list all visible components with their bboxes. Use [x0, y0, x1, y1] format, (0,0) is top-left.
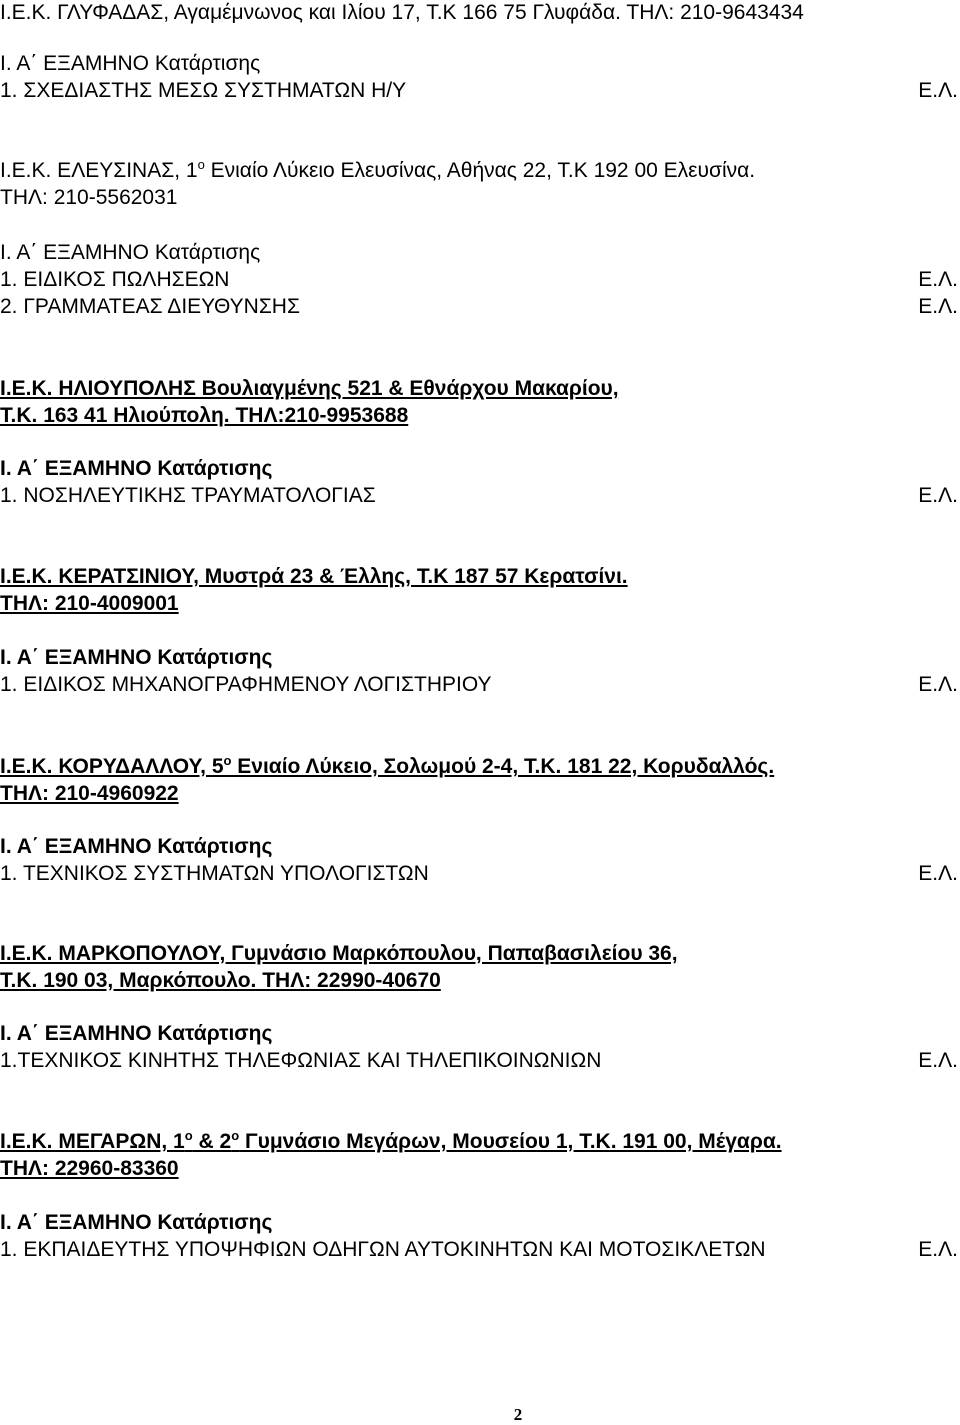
course-level: Ε.Λ. [918, 1049, 958, 1072]
school-header-glyfada: Ι.Ε.Κ. ΓΛΥΦΑΔΑΣ, Αγαμέμνωνος και Ιλίου 17, Τ.Κ 166 75 Γλυφάδα. ΤΗΛ: 210-9643434 [0, 1, 804, 24]
school-header-ilioupoli: Ι.Ε.Κ. ΗΛΙΟΥΠΟΛΗΣ Βουλιαγμένης 521 & Εθνάρχου Μακαρίου, [0, 377, 619, 400]
course-level: Ε.Λ. [918, 79, 958, 102]
school-header-markopoulo: Ι.Ε.Κ. ΜΑΡΚΟΠΟΥΛΟΥ, Γυμνάσιο Μαρκόπουλου, Παπαβασιλείου 36, [0, 942, 678, 965]
course-level: Ε.Λ. [918, 673, 958, 696]
semester-label: Ι. Α΄ ΕΞΑΜΗΝΟ Κατάρτισης [0, 646, 273, 669]
school-header-korydallos: Ι.Ε.Κ. ΚΟΡΥΔΑΛΛΟΥ, $5^o$ Ενιαίο Λύκειο, Σολωμού 2-4, Τ.Κ. 181 22, Κορυδαλλός. [0, 753, 775, 778]
page-number: 2 [513, 1405, 523, 1424]
course-item: 1. ΝΟΣΗΛΕΥΤΙΚΗΣ ΤΡΑΥΜΑΤΟΛΟΓΙΑΣ [0, 484, 376, 507]
course-item: 1. ΤΕΧΝΙΚΟΣ ΣΥΣΤΗΜΑΤΩΝ ΥΠΟΛΟΓΙΣΤΩΝ [0, 862, 429, 885]
semester-label: Ι. Α΄ ΕΞΑΜΗΝΟ Κατάρτισης [0, 457, 273, 480]
school-phone-ilioupoli: Τ.Κ. 163 41 Ηλιούπολη. ΤΗΛ:210-9953688 [0, 404, 409, 427]
semester-label: Ι. Α΄ ΕΞΑΜΗΝΟ Κατάρτισης [0, 52, 261, 75]
course-level: Ε.Λ. [918, 295, 958, 318]
school-header-keratsini: Ι.Ε.Κ. ΚΕΡΑΤΣΙΝΙΟΥ, Μυστρά 23 & Έλλης, Τ.Κ 187 57 Κερατσίνι. [0, 565, 628, 588]
school-phone-megara: ΤΗΛ: 22960-83360 [0, 1157, 179, 1180]
semester-label: Ι. Α΄ ΕΞΑΜΗΝΟ Κατάρτισης [0, 241, 261, 264]
course-item: 1. ΕΙΔΙΚΟΣ ΜΗΧΑΝΟΓΡΑΦΗΜΕΝΟΥ ΛΟΓΙΣΤΗΡΙΟΥ [0, 673, 492, 696]
school-header-elefsina: Ι.Ε.Κ. ΕΛΕΥΣΙΝΑΣ, $1^o$ Ενιαίο Λύκειο Ελευσίνας, Αθήνας 22, Τ.Κ 192 00 Ελευσίνα. [0, 157, 756, 182]
course-level: Ε.Λ. [918, 268, 958, 291]
course-item: 1. ΕΚΠΑΙΔΕΥΤΗΣ ΥΠΟΨΗΦΙΩΝ ΟΔΗΓΩΝ ΑΥΤΟΚΙΝΗΤΩΝ ΚΑΙ ΜΟΤΟΣΙΚΛΕΤΩΝ [0, 1238, 766, 1261]
school-phone-elefsina: ΤΗΛ: 210-5562031 [0, 186, 178, 209]
school-phone-markopoulo: Τ.Κ. 190 03, Μαρκόπουλο. ΤΗΛ: 22990-40670 [0, 969, 441, 992]
school-phone-korydallos: ΤΗΛ: 210-4960922 [0, 782, 179, 805]
semester-label: Ι. Α΄ ΕΞΑΜΗΝΟ Κατάρτισης [0, 1211, 273, 1234]
course-item: 1. ΣΧΕΔΙΑΣΤΗΣ ΜΕΣΩ ΣΥΣΤΗΜΑΤΩΝ Η/Υ [0, 79, 407, 102]
school-header-megara: Ι.Ε.Κ. ΜΕΓΑΡΩΝ, $1^o$ & $2^o$ Γυμνάσιο Μεγάρων, Μουσείου 1, Τ.Κ. 191 00, Μέγαρα. [0, 1128, 782, 1153]
semester-label: Ι. Α΄ ΕΞΑΜΗΝΟ Κατάρτισης [0, 1022, 273, 1045]
course-item: 2. ΓΡΑΜΜΑΤΕΑΣ ΔΙΕΥΘΥΝΣΗΣ [0, 295, 300, 318]
course-level: Ε.Λ. [918, 484, 958, 507]
course-item: 1.ΤΕΧΝΙΚΟΣ ΚΙΝΗΤΗΣ ΤΗΛΕΦΩΝΙΑΣ ΚΑΙ ΤΗΛΕΠΙΚΟΙΝΩΝΙΩΝ [0, 1049, 602, 1072]
semester-label: Ι. Α΄ ΕΞΑΜΗΝΟ Κατάρτισης [0, 835, 273, 858]
course-level: Ε.Λ. [918, 1238, 958, 1261]
course-level: Ε.Λ. [918, 862, 958, 885]
school-phone-keratsini: ΤΗΛ: 210-4009001 [0, 592, 179, 615]
course-item: 1. ΕΙΔΙΚΟΣ ΠΩΛΗΣΕΩΝ [0, 268, 230, 291]
